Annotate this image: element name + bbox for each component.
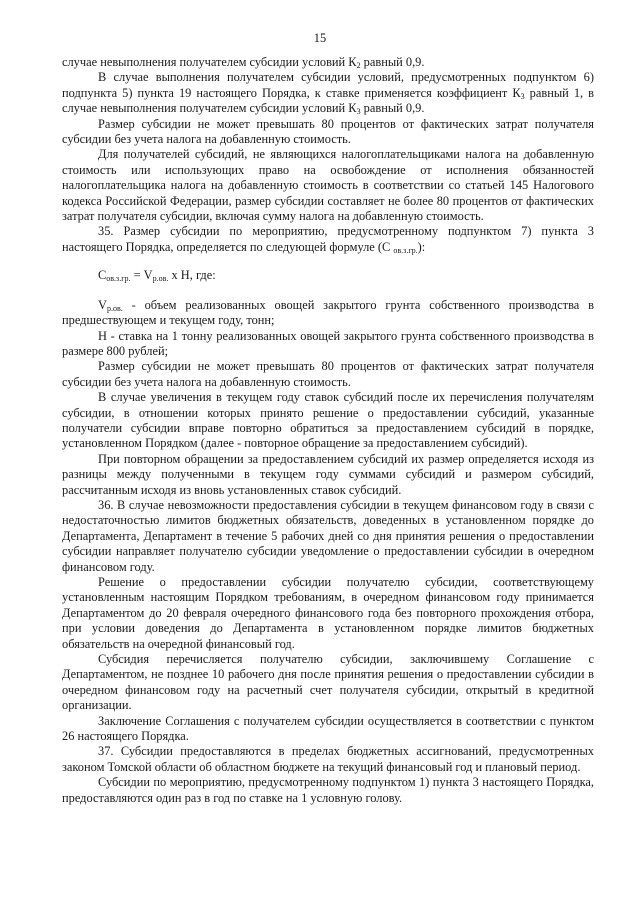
- text-run: В случае выполнения получателем субсидии условий, предусмотренных подпунктом 6) подпункта 5) пункта 19 настоящего Порядка, к ставке применяется коэффициент К: [62, 70, 594, 100]
- text-run: Субсидии по мероприятию, предусмотренному подпунктом 1) пункта 3 настоящего Порядка, предоставляются один раз в год по ставке на 1 условную голову.: [62, 775, 594, 805]
- formula: [98, 268, 594, 283]
- subscript: 3: [520, 91, 525, 101]
- text-run: Н - ставка на 1 тонну реализованных овощей закрытого грунта собственного производства в размере 800 рублей;: [62, 328, 594, 358]
- text-run: 36. В случае невозможности предоставления субсидии в текущем финансовом году в связи с недостаточностью лимитов бюджетных обязательств, доведенных в установленном порядке до Департамента, Департамент в течение 5 рабочих дней со дня принятия решения о предоставлении субсидии направляет получателю субсидии уведомление о предоставлении субсидии в очередном финансовом году.: [62, 497, 594, 574]
- paragraph: [62, 652, 594, 714]
- paragraph: [62, 575, 594, 652]
- text-run: = V: [130, 268, 153, 283]
- text-run: случае невыполнения получателем субсидии условий К: [62, 55, 357, 69]
- text-run: 37. Субсидии предоставляются в пределах бюджетных ассигнований, предусмотренных законом Томской области об областном бюджете на текущий финансовый год и плановый период.: [62, 744, 594, 774]
- paragraph: [62, 329, 594, 360]
- paragraph: [62, 55, 594, 70]
- subscript: р.ов.: [152, 274, 169, 284]
- paragraph: [62, 70, 594, 116]
- subscript: ов.з.гр.: [106, 274, 131, 284]
- text-run: С: [98, 268, 107, 283]
- paragraph: [62, 744, 594, 775]
- text-run: V: [98, 297, 107, 312]
- text-run: Размер субсидии не может превышать 80 процентов от фактических затрат получателя субсидии без учета налога на добавленную стоимость.: [62, 359, 594, 389]
- text-run: Размер субсидии не может превышать 80 процентов от фактических затрат получателя субсидии без учета налога на добавленную стоимость.: [62, 116, 594, 147]
- subscript: р.ов.: [106, 303, 123, 313]
- subscript: 2: [356, 61, 361, 70]
- text-run: Решение о предоставлении субсидии получателю субсидии, соответствующему установленным настоящим Порядком требованиям, в очередном финансовом году принимается Департаментом до 20 февраля очередного финансового года без повторного прохождения отбора, при условии доведения до Департамента в установленном порядке лимитов бюджетных обязательств на очередной финансовый год.: [62, 575, 594, 651]
- text-run: равный 0,9.: [360, 101, 425, 116]
- paragraph: [62, 224, 594, 255]
- paragraph: [62, 359, 594, 390]
- paragraph: [62, 452, 594, 498]
- paragraph: [62, 147, 594, 224]
- paragraph: [62, 714, 594, 745]
- page-number: 15: [313, 31, 327, 45]
- text-run: При повторном обращении за предоставлением субсидий их размер определяется исходя из разницы между полученными в текущем году суммами субсидий и размером субсидий, рассчитанным исходя из вновь установленных ставок субсидий.: [62, 451, 594, 497]
- text-run: Для получателей субсидий, не являющихся налогоплательщиками налога на добавленную стоимость или использующих право на освобождение от исполнения обязанностей налогоплательщика налога на добавленную стоимость в соответствии со статьей 145 Налогового кодекса Российской Федерации, размер субсидии составляет не более 80 процентов от фактических затрат получателя субсидии, включая сумму налога на добавленную стоимость.: [62, 147, 594, 224]
- document-body: [62, 55, 594, 806]
- paragraph: [62, 775, 594, 806]
- text-run: Субсидия перечисляется получателю субсидии, заключившему Соглашение с Департаментом, не позднее 10 рабочего дня после принятия решения о предоставлении субсидии в очередном финансовом году на расчетный счет получателя субсидии, открытый в кредитной организации.: [62, 652, 594, 713]
- paragraph: [62, 390, 594, 452]
- paragraph: [62, 117, 594, 148]
- text-run: - объем реализованных овощей закрытого грунта собственного производства в предшествующем и текущем году, тонн;: [62, 297, 594, 328]
- paragraph: [62, 298, 594, 329]
- paragraph: [62, 498, 594, 575]
- subscript: ов.з.гр.: [393, 245, 418, 255]
- text-run: х Н, где:: [168, 268, 216, 283]
- text-run: Заключение Соглашения с получателем субсидии осуществляется в соответствии с пунктом 26 настоящего Порядка.: [62, 713, 594, 744]
- subscript: 3: [356, 107, 361, 117]
- text-run: равный 0,9.: [360, 55, 425, 69]
- text-run: равный 1, в случае невыполнения получателем субсидии условий К: [62, 85, 595, 116]
- text-run: ):: [417, 239, 426, 254]
- text-run: В случае увеличения в текущем году ставок субсидий после их перечисления получателям субсидии, в отношении которых принято решение о предоставлении субсидий, указанные получатели субсидии вправе повторно обратиться за предоставлением субсидий в порядке, установленном Порядком (далее - повторное обращение за предоставлением субсидий).: [62, 390, 594, 451]
- text-run: 35. Размер субсидии по мероприятию, предусмотренному подпунктом 7) пункта 3 настоящего Порядка, определяется по следующей формуле (С: [62, 224, 594, 254]
